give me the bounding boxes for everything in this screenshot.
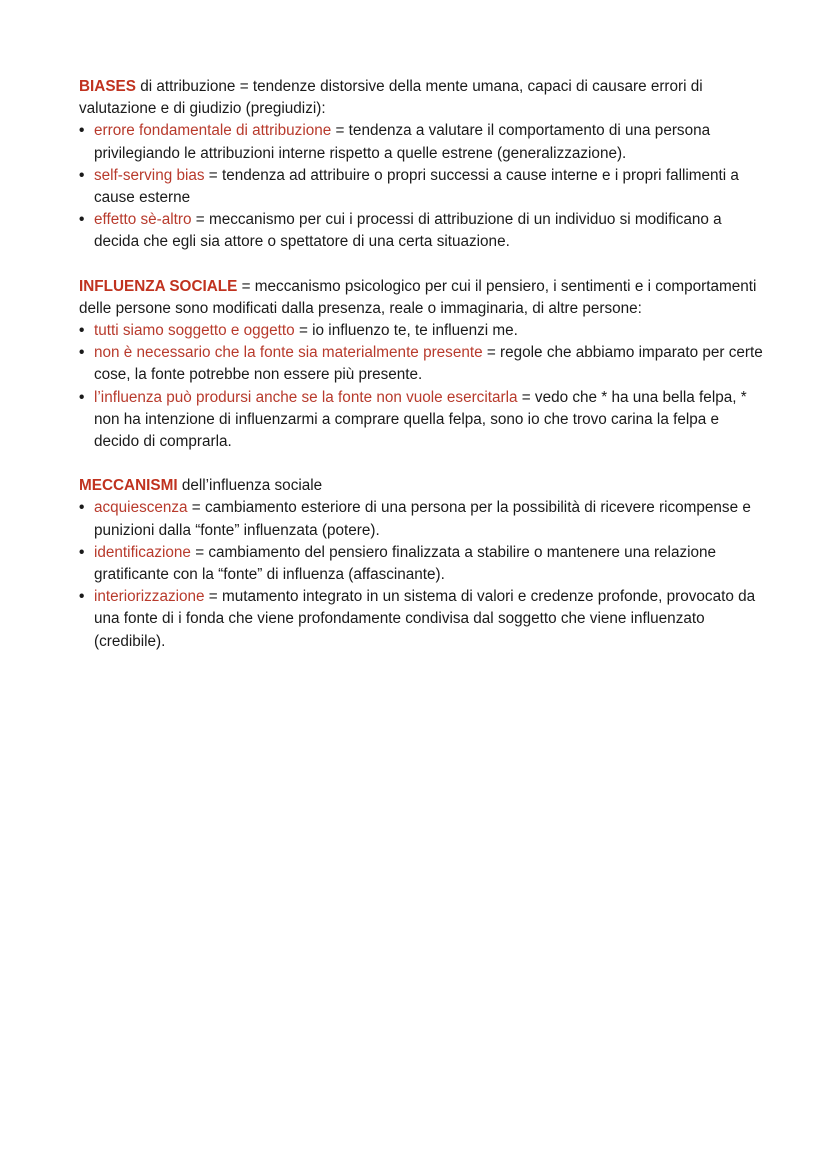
section-heading: BIASES xyxy=(79,78,136,95)
term: self-serving bias xyxy=(94,166,205,184)
list-item xyxy=(79,497,768,541)
bullet-list xyxy=(79,497,768,652)
bullet-icon: • xyxy=(79,499,85,517)
intro-text: di attribuzione = tendenze distorsive della mente umana, capaci di causare errori di valutazione e di giudizio (pregiudizi): xyxy=(79,78,703,118)
term: interiorizzazione xyxy=(94,588,205,606)
definition: = vedo che * ha una bella felpa, * non ha intenzione di influenzarmi a comprare quella felpa, sono io che trovo carina la felpa e decido di comprarla. xyxy=(94,388,747,451)
section-heading: INFLUENZA SOCIALE xyxy=(79,277,238,295)
bullet-icon: • xyxy=(79,211,85,229)
term: errore fondamentale di attribuzione xyxy=(94,122,332,140)
term: tutti siamo soggetto e oggetto xyxy=(94,322,295,340)
term: effetto sè-altro xyxy=(94,211,192,229)
list-item xyxy=(79,320,768,342)
term: identificazione xyxy=(94,543,191,561)
definition: = tendenza a valutare il comportamento di una persona privilegiando le attribuzioni interne rispetto a quelle estrene (generalizzazione). xyxy=(94,122,711,162)
term: non è necessario che la fonte sia materialmente presente xyxy=(94,344,483,362)
section-heading: MECCANISMI xyxy=(79,477,178,495)
definition: = meccanismo per cui i processi di attribuzione di un individuo si modificano a decida che egli sia attore o spettatore di una certa situazione. xyxy=(94,211,722,251)
list-item xyxy=(79,586,768,653)
bullet-icon: • xyxy=(79,344,85,362)
definition: = mutamento integrato in un sistema di valori e credenze profonde, provocato da una fonte di i fonda che viene profondamente condivisa dal soggetto che viene influenzato (credibile). xyxy=(94,588,756,650)
definition: = cambiamento del pensiero finalizzata a stabilire o mantenere una relazione gratificante con la “fonte” di influenza (affascinante). xyxy=(94,543,717,584)
section-intro xyxy=(79,276,768,320)
bullet-icon: • xyxy=(79,166,85,184)
intro-text: = meccanismo psicologico per cui il pensiero, i sentimenti e i comportamenti delle persone sono modificati dalla presenza, reale o immaginaria, di altre persone: xyxy=(79,277,757,317)
term: acquiescenza xyxy=(94,499,188,517)
section-meccanismi xyxy=(79,475,768,653)
term: l’influenza può prodursi anche se la fonte non vuole esercitarla xyxy=(94,388,518,406)
bullet-icon: • xyxy=(79,122,85,140)
bullet-icon: • xyxy=(79,388,85,406)
definition: = io influenzo te, te influenzi me. xyxy=(294,322,518,340)
bullet-icon: • xyxy=(79,322,85,340)
definition: = tendenza ad attribuire o propri successi a cause interne e i propri fallimenti a cause esterne xyxy=(94,166,739,207)
section-intro xyxy=(79,475,768,497)
bullet-icon: • xyxy=(79,588,85,606)
bullet-list xyxy=(79,320,768,453)
list-item xyxy=(79,542,768,586)
section-biases xyxy=(79,76,768,254)
intro-text: dell’influenza sociale xyxy=(177,477,323,495)
section-intro xyxy=(79,76,768,120)
list-item xyxy=(79,387,768,454)
bullet-list xyxy=(79,120,768,253)
list-item xyxy=(79,120,768,164)
list-item xyxy=(79,342,768,386)
section-influenza-sociale xyxy=(79,276,768,454)
bullet-icon: • xyxy=(79,543,85,561)
definition: = regole che abbiamo imparato per certe cose, la fonte potrebbe non essere più presente. xyxy=(94,344,763,384)
list-item xyxy=(79,209,768,253)
definition: = cambiamento esteriore di una persona per la possibilità di ricevere ricompense e punizioni dalla “fonte” influenzata (potere). xyxy=(94,499,751,539)
list-item xyxy=(79,165,768,209)
